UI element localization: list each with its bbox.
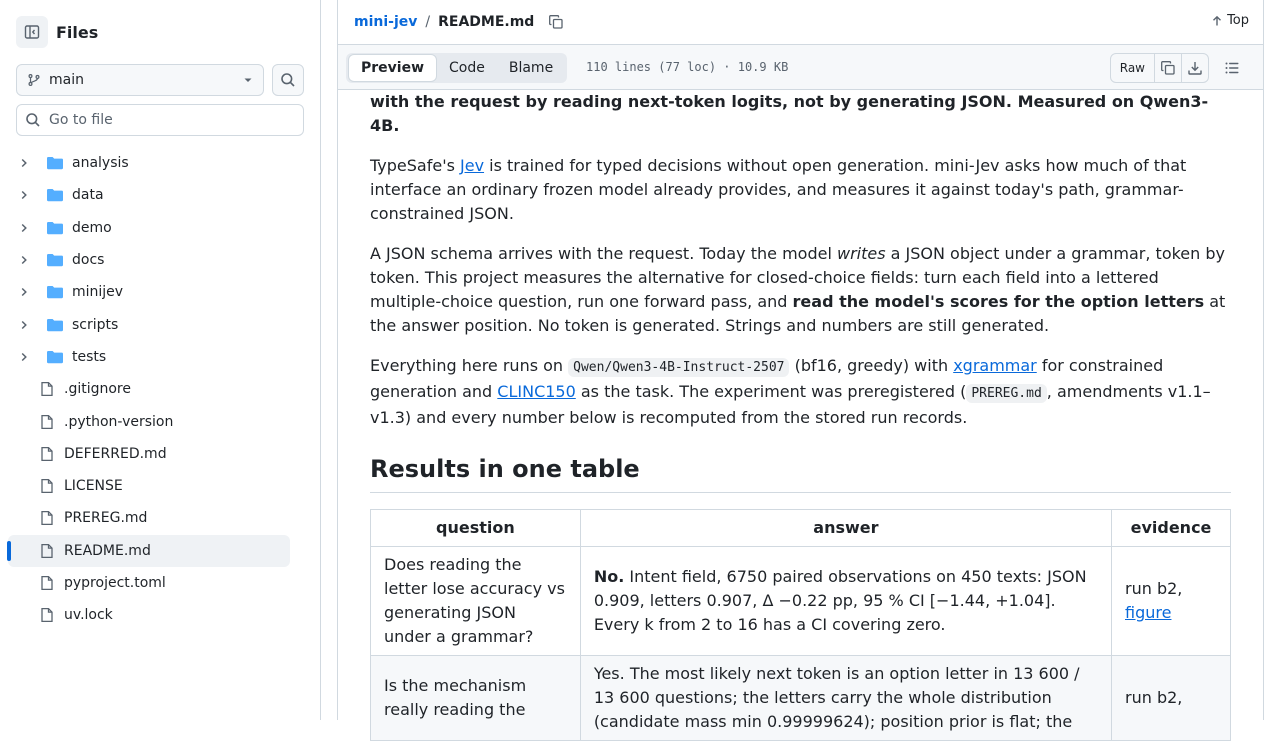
outline-button[interactable] — [1217, 53, 1247, 83]
tree-file-prereg-md[interactable] — [8, 502, 290, 534]
tree-item-label: analysis — [72, 155, 129, 172]
xgrammar-link[interactable]: xgrammar — [953, 356, 1037, 375]
search-icon — [25, 112, 41, 128]
text-span: at the answer position. No token is generated. Strings and numbers are still generated. — [370, 292, 1226, 335]
file-icon — [38, 543, 56, 559]
tree-item-label: PREREG.md — [64, 510, 148, 527]
evidence-cell — [1112, 547, 1231, 656]
file-sidebar — [0, 0, 321, 720]
tree-folder-demo[interactable] — [8, 212, 290, 244]
folder-icon — [46, 284, 64, 300]
tab-code[interactable]: Code — [449, 60, 485, 76]
file-stats: 110 lines (77 loc) · 10.9 KB — [586, 60, 789, 74]
tree-folder-tests[interactable] — [8, 341, 290, 373]
clinc150-link[interactable]: CLINC150 — [497, 382, 576, 401]
text-span: for constrained generation and — [370, 356, 1164, 401]
sidebar-title: Files — [56, 22, 99, 42]
table-row — [371, 656, 1231, 741]
tree-item-label: .gitignore — [64, 381, 131, 398]
download-button[interactable] — [1181, 54, 1208, 82]
tree-folder-docs[interactable] — [8, 244, 290, 276]
collapse-sidebar-button[interactable] — [16, 16, 48, 48]
tree-file-deferred-md[interactable] — [8, 438, 290, 470]
question-cell: Does reading the letter lose accuracy vs generating JSON under a grammar? — [371, 547, 581, 656]
folder-icon — [46, 187, 64, 203]
readme-content — [370, 90, 1231, 741]
text-span: (bf16, greedy) with — [789, 356, 954, 375]
readme-viewport[interactable] — [338, 90, 1263, 731]
tree-folder-data[interactable] — [8, 179, 290, 211]
table-row — [371, 547, 1231, 656]
copy-path-button[interactable] — [548, 14, 564, 30]
file-toolbar — [338, 44, 1263, 90]
file-icon — [38, 478, 56, 494]
tree-file-python-version[interactable] — [8, 405, 290, 437]
answer-cell — [580, 547, 1111, 656]
folder-icon — [46, 155, 64, 171]
strong-text: read the model's scores for the option letters — [792, 292, 1205, 311]
tree-file-gitignore[interactable] — [8, 373, 290, 405]
results-heading: Results in one table — [370, 454, 1231, 493]
tree-item-label: demo — [72, 219, 112, 236]
git-branch-icon — [27, 73, 41, 87]
tree-item-label: uv.lock — [64, 607, 113, 624]
tree-item-label: minijev — [72, 284, 124, 301]
text-span: Intent field, 6750 paired observations on 450 texts: JSON 0.909, letters 0.907, Δ −0.22 pp, 95 % CI [−1.44, +1.04]. Every k from 2 to 16 has a CI covering zero. — [593, 567, 1087, 634]
search-icon — [280, 72, 296, 88]
file-icon — [38, 575, 56, 591]
tree-folder-minijev[interactable] — [8, 276, 290, 308]
inline-code-prereg: PREREG.md — [966, 384, 1046, 403]
emphasis: writes — [836, 244, 886, 263]
strong-text: No. — [593, 567, 625, 586]
tree-file-license[interactable] — [8, 470, 290, 502]
file-action-group — [1110, 53, 1209, 83]
breadcrumb-file-name: README.md — [438, 14, 535, 30]
text-span: A JSON schema arrives with the request. Today the model — [370, 244, 837, 263]
caret-down-icon — [243, 75, 253, 85]
search-files-button[interactable] — [272, 64, 304, 96]
branch-selector[interactable] — [16, 64, 264, 96]
sidebar-collapse-icon — [24, 24, 40, 40]
column-header-evidence: evidence — [1112, 510, 1231, 547]
file-actions — [1110, 53, 1247, 83]
tab-preview[interactable]: Preview — [348, 54, 437, 82]
chevron-right-icon[interactable] — [16, 222, 32, 234]
text-span: as the task. The experiment was preregistered ( — [575, 382, 967, 401]
file-icon — [38, 607, 56, 623]
sidebar-header — [16, 16, 98, 48]
chevron-right-icon[interactable] — [16, 254, 32, 266]
readme-paragraph-setup — [370, 354, 1231, 430]
text-span: run b2, — [1125, 579, 1183, 598]
tree-file-uv-lock[interactable] — [8, 599, 290, 631]
text-span: is trained for typed decisions without open generation. mini-Jev asks how much of that interface an ordinary frozen model already provides, and measures it against today's path, grammar-constrained JSON. — [370, 156, 1187, 223]
text-span: , amendments v1.1–v1.3) and every number below is recomputed from the stored run records. — [370, 382, 1211, 427]
arrow-up-icon — [1211, 15, 1223, 27]
tree-file-pyproject-toml[interactable] — [8, 567, 290, 599]
tab-blame[interactable]: Blame — [508, 60, 554, 76]
figure-link[interactable]: figure — [1125, 603, 1172, 622]
go-to-file-field[interactable] — [16, 104, 304, 136]
branch-name: main — [49, 72, 84, 88]
raw-button[interactable]: Raw — [1119, 61, 1145, 75]
breadcrumb-repo-link[interactable]: mini-jev — [354, 14, 418, 30]
readme-paragraph-intro — [370, 154, 1231, 226]
file-icon — [38, 381, 56, 397]
readme-paragraph-method — [370, 242, 1231, 338]
tree-item-label: scripts — [72, 316, 119, 333]
chevron-right-icon[interactable] — [16, 351, 32, 363]
folder-icon — [46, 220, 64, 236]
chevron-right-icon[interactable] — [16, 157, 32, 169]
folder-icon — [46, 252, 64, 268]
tree-folder-scripts[interactable] — [8, 308, 290, 340]
tree-item-label: README.md — [64, 542, 151, 559]
table-header-row — [371, 510, 1231, 547]
tree-folder-analysis[interactable] — [8, 147, 290, 179]
question-cell: Is the mechanism really reading the — [371, 656, 581, 741]
file-icon — [38, 414, 56, 430]
file-tree — [8, 147, 290, 631]
copy-icon — [548, 14, 564, 30]
folder-icon — [46, 317, 64, 333]
folder-icon — [46, 349, 64, 365]
jev-link[interactable]: Jev — [460, 156, 485, 175]
results-table — [370, 509, 1231, 741]
chevron-right-icon[interactable] — [16, 319, 32, 331]
column-header-question: question — [371, 510, 581, 547]
tree-item-label: docs — [72, 252, 105, 269]
readme-lead: with the request by reading next-token logits, not by generating JSON. Measured on Qwen3-4B. — [370, 92, 1209, 135]
copy-raw-button[interactable] — [1154, 54, 1181, 82]
tree-item-label: pyproject.toml — [64, 575, 166, 591]
breadcrumb — [354, 0, 1249, 44]
tree-item-label: tests — [72, 348, 107, 365]
inline-code-model: Qwen/Qwen3-4B-Instruct-2507 — [568, 358, 789, 377]
file-icon — [38, 510, 56, 526]
top-label: Top — [1227, 13, 1249, 28]
tree-item-label: data — [72, 187, 104, 204]
tree-file-readme-md[interactable] — [8, 535, 290, 567]
file-icon — [38, 446, 56, 462]
chevron-right-icon[interactable] — [16, 286, 32, 298]
text-span: Everything here runs on — [370, 356, 569, 375]
chevron-right-icon[interactable] — [16, 189, 32, 201]
tree-item-label: LICENSE — [64, 478, 123, 495]
list-unordered-icon — [1224, 60, 1240, 76]
text-span: a JSON object under a grammar, token by token. This project measures the alternative for closed-choice fields: turn each field into a lettered multiple-choice question, run one forward pass, and — [370, 244, 1225, 311]
view-mode-tabs — [346, 53, 567, 83]
copy-icon — [1160, 60, 1176, 76]
answer-cell: Yes. The most likely next token is an option letter in 13 600 / 13 600 questions; the letters carry the whole distribution (candidate mass min 0.99999624); position prior is flat; the — [580, 656, 1111, 741]
tree-item-label: .python-version — [64, 413, 174, 430]
breadcrumb-separator: / — [425, 14, 431, 30]
go-to-file-input[interactable] — [49, 112, 289, 128]
back-to-top-link[interactable] — [1211, 13, 1249, 28]
download-icon — [1187, 60, 1203, 76]
tree-item-label: DEFERRED.md — [64, 445, 167, 462]
column-header-answer: answer — [580, 510, 1111, 547]
file-view — [337, 0, 1264, 731]
text-span: TypeSafe's — [370, 156, 461, 175]
evidence-cell: run b2, — [1112, 656, 1231, 741]
